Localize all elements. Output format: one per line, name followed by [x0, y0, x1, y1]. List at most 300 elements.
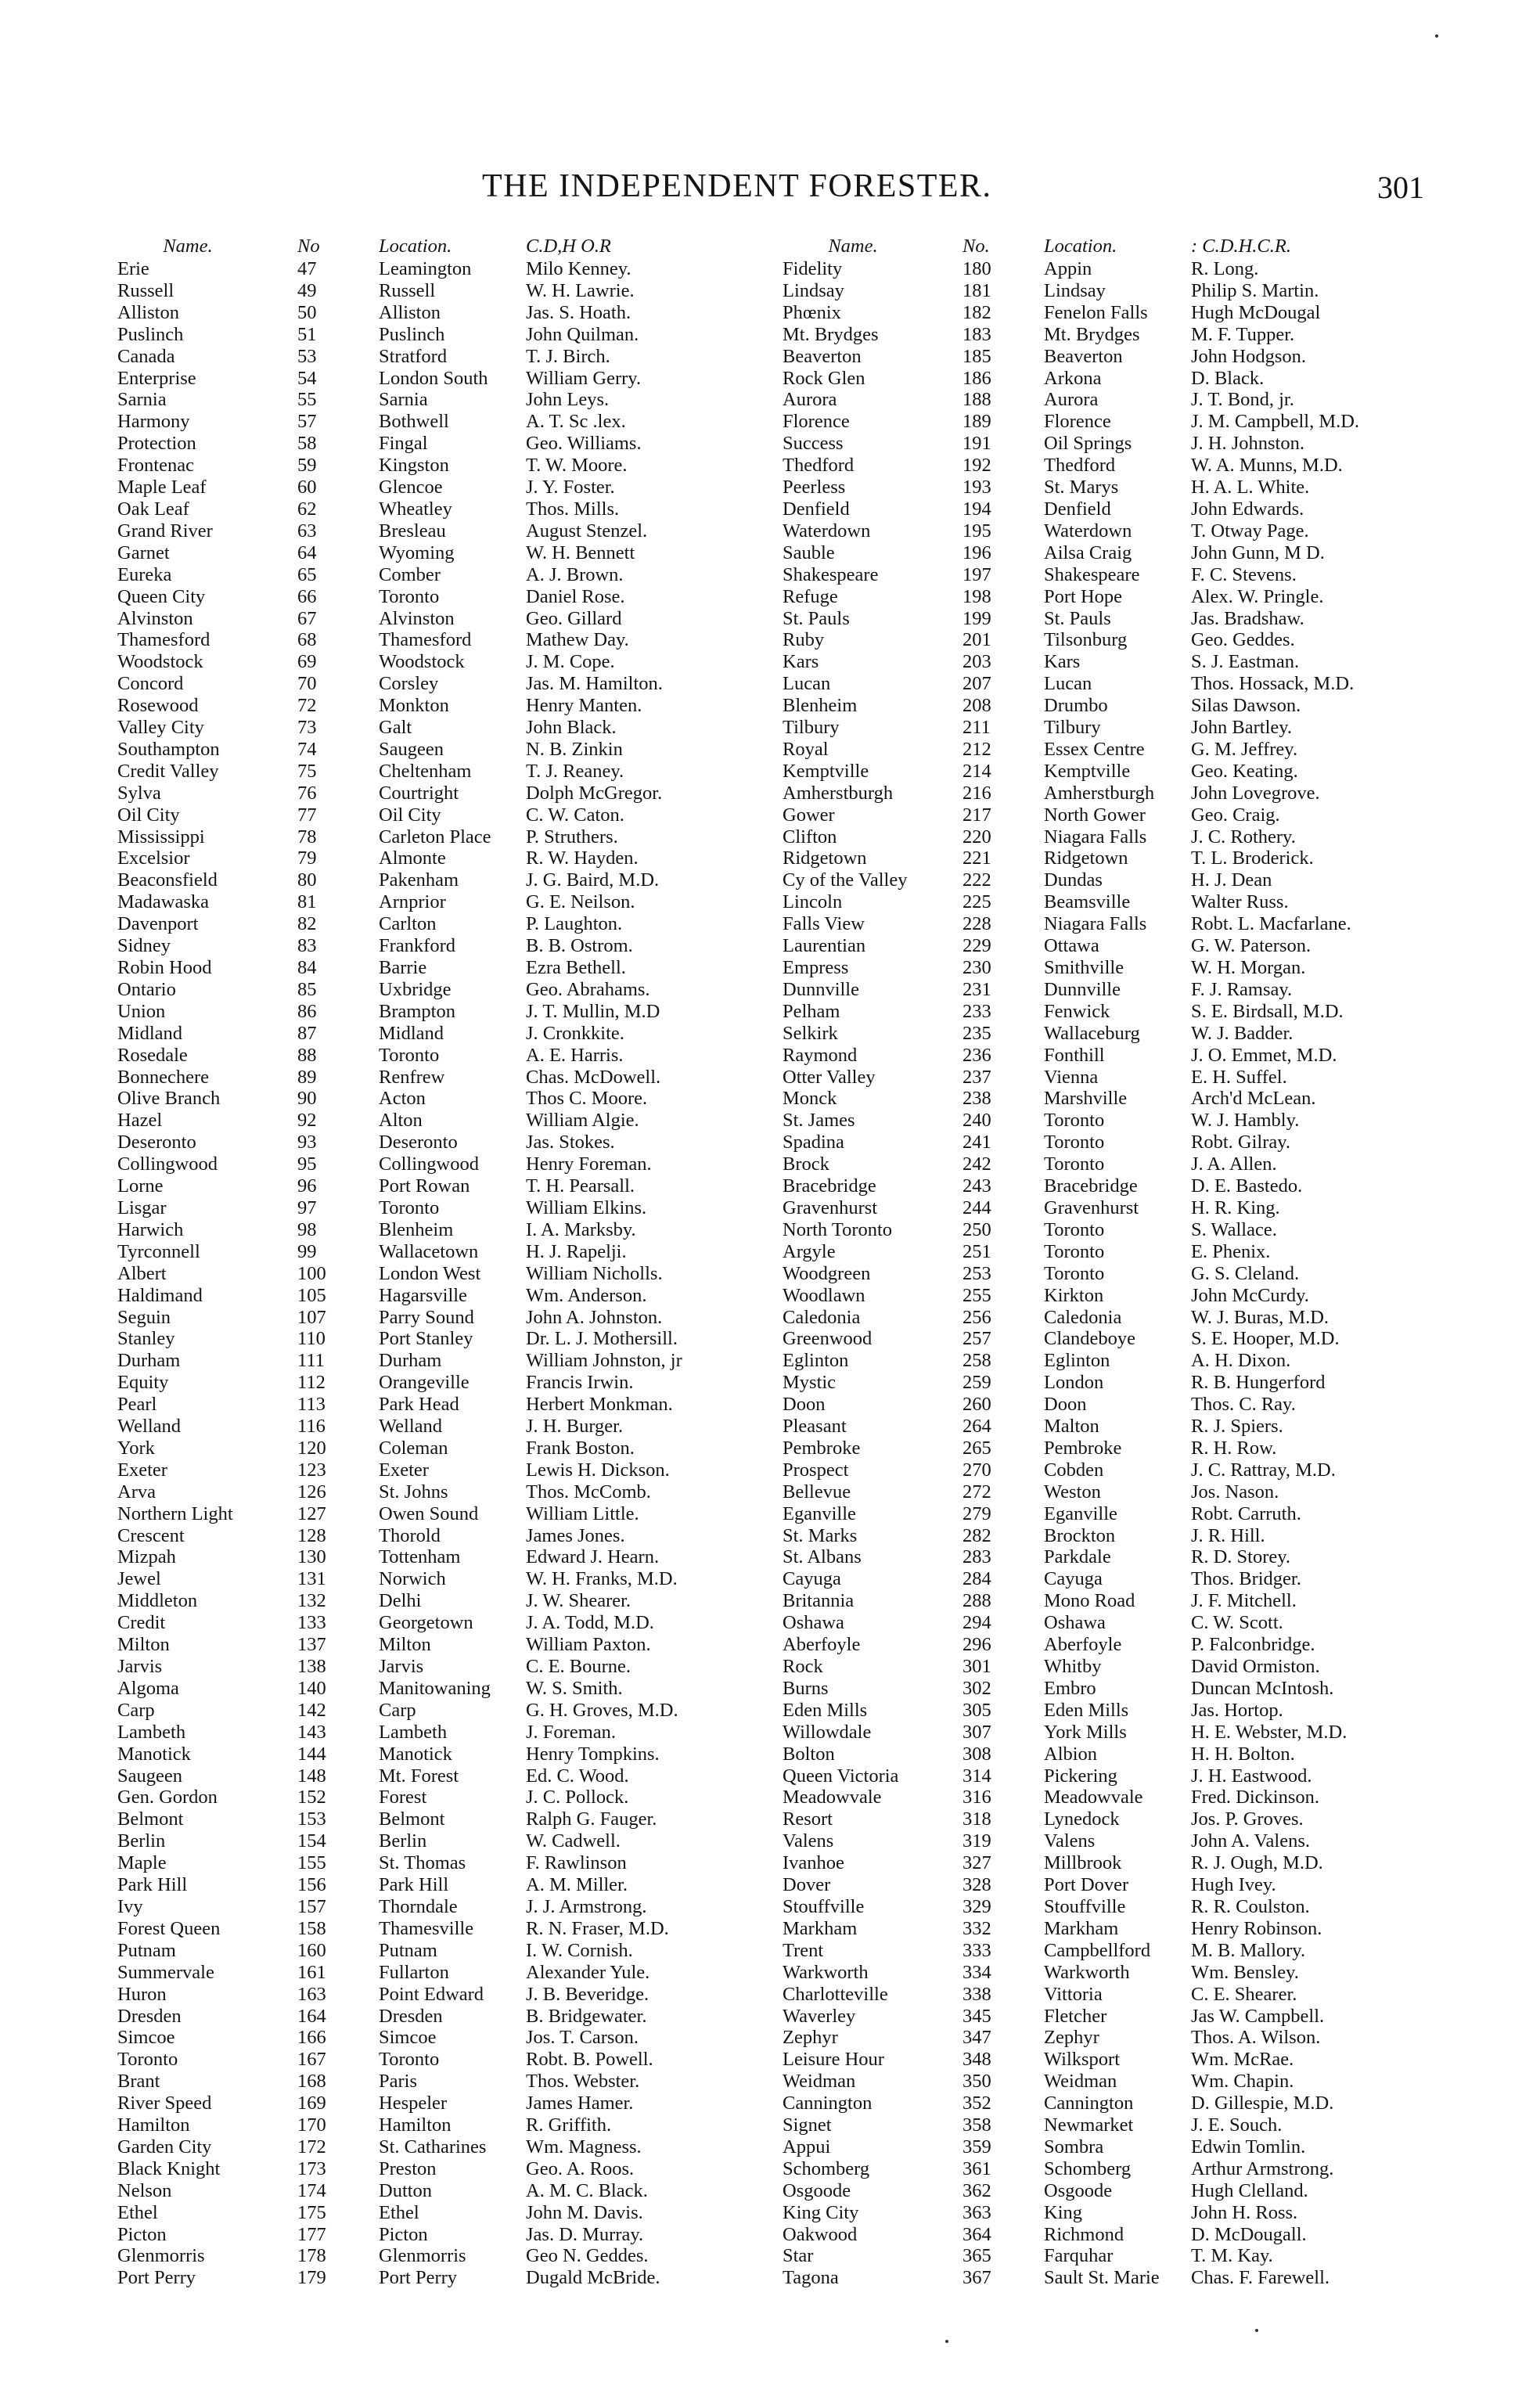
lodge-row: [117, 564, 822, 586]
lodge-officer: D. E. Bastedo.: [1191, 1175, 1303, 1197]
lodge-name: Southampton: [117, 738, 220, 760]
lodge-number: 238: [962, 1088, 991, 1110]
lodge-row: [783, 2027, 1487, 2049]
lodge-name: Lambeth: [117, 1721, 186, 1743]
lodge-officer: W. H. Lawrie.: [526, 279, 635, 301]
lodge-officer: W. A. Munns, M.D.: [1191, 455, 1343, 477]
lodge-location: Albion: [1044, 1743, 1098, 1765]
lodge-number: 174: [297, 2179, 326, 2201]
lodge-officer: R. Long.: [1191, 258, 1259, 279]
lodge-name: Clifton: [783, 826, 837, 848]
lodge-officer: Geo. A. Roos.: [526, 2157, 635, 2179]
lodge-officer: Jas. M. Hamilton.: [526, 673, 663, 695]
lodge-row: [783, 1328, 1487, 1350]
lodge-officer: Thos. C. Ray.: [1191, 1394, 1296, 1416]
lodge-name: Garnet: [117, 542, 170, 563]
lodge-number: 188: [962, 389, 991, 411]
lodge-officer: G. W. Paterson.: [1191, 935, 1312, 957]
lodge-row: [783, 2006, 1487, 2028]
lodge-location: Toronto: [1044, 1110, 1105, 1132]
lodge-number: 126: [297, 1481, 326, 1502]
lodge-number: 348: [962, 2049, 991, 2071]
lodge-name: Frontenac: [117, 455, 194, 477]
lodge-number: 265: [962, 1437, 991, 1459]
lodge-number: 236: [962, 1044, 991, 1066]
lodge-location: Vittoria: [1044, 1983, 1103, 2005]
lodge-name: Ontario: [117, 978, 176, 1000]
lodge-officer: Geo. Williams.: [526, 433, 642, 455]
lodge-row: [117, 739, 822, 761]
lodge-name: Aurora: [783, 389, 837, 411]
lodge-number: 203: [962, 651, 991, 673]
lodge-number: 191: [962, 433, 991, 455]
lodge-row: [783, 673, 1487, 695]
lodge-number: 229: [962, 935, 991, 957]
lodge-location: Niagara Falls: [1044, 913, 1147, 935]
lodge-number: 82: [297, 913, 317, 935]
lodge-row: [783, 1132, 1487, 1153]
lodge-name: Greenwood: [783, 1328, 873, 1350]
lodge-row: [783, 1744, 1487, 1765]
lodge-name: Hazel: [117, 1110, 163, 1132]
lodge-name: Blenheim: [783, 695, 858, 717]
lodge-location: Forest: [379, 1787, 427, 1808]
lodge-row: [117, 2027, 822, 2049]
lodge-row: [783, 979, 1487, 1001]
lodge-name: Prospect: [783, 1459, 849, 1481]
lodge-name: Crescent: [117, 1524, 185, 1546]
lodge-number: 77: [297, 804, 317, 826]
lodge-name: Park Hill: [117, 1874, 188, 1896]
lodge-name: Rosewood: [117, 695, 199, 717]
lodge-name: Beaconsfield: [117, 869, 218, 891]
lodge-row: [117, 2267, 822, 2289]
lodge-row: [783, 564, 1487, 586]
lodge-row: [117, 586, 822, 608]
lodge-location: Tilsonburg: [1044, 629, 1128, 651]
lodge-name: Dresden: [117, 2005, 182, 2027]
lodge-name: Equity: [117, 1372, 169, 1394]
lodge-row: [117, 1023, 822, 1045]
lodge-number: 131: [297, 1568, 326, 1590]
lodge-number: 96: [297, 1175, 317, 1197]
lodge-row: [117, 1656, 822, 1678]
lodge-name: Algoma: [117, 1677, 179, 1699]
lodge-location: Kemptville: [1044, 760, 1131, 782]
lodge-row: [783, 455, 1487, 477]
lodge-row: [783, 1787, 1487, 1808]
lodge-name: Woodstock: [117, 651, 203, 673]
lodge-number: 49: [297, 279, 317, 301]
lodge-location: Bothwell: [379, 411, 449, 433]
lodge-number: 168: [297, 2071, 326, 2093]
lodge-number: 137: [297, 1634, 326, 1656]
lodge-row: [117, 1765, 822, 1787]
directory-left-half: [117, 235, 822, 2289]
lodge-number: 314: [962, 1765, 991, 1787]
lodge-location: Wyoming: [379, 542, 455, 563]
lodge-name: Milton: [117, 1634, 170, 1656]
lodge-name: Sidney: [117, 935, 171, 957]
lodge-number: 127: [297, 1502, 326, 1524]
lodge-officer: John Black.: [526, 717, 617, 739]
lodge-row: [117, 389, 822, 411]
lodge-location: Glencoe: [379, 477, 443, 498]
lodge-row: [783, 891, 1487, 913]
lodge-number: 123: [297, 1459, 326, 1481]
lodge-row: [117, 1722, 822, 1744]
lodge-name: Nelson: [117, 2179, 172, 2201]
lodge-row: [783, 826, 1487, 848]
lodge-row: [117, 1197, 822, 1219]
lodge-row: [783, 1590, 1487, 1612]
lodge-name: Spadina: [783, 1132, 844, 1153]
lodge-name: Fidelity: [783, 258, 843, 279]
lodge-officer: Wm. McRae.: [1191, 2049, 1294, 2071]
column-header-row: [783, 235, 1487, 258]
lodge-number: 333: [962, 1939, 991, 1961]
lodge-row: [117, 1088, 822, 1110]
lodge-name: Excelsior: [117, 848, 190, 869]
lodge-name: Pelham: [783, 1000, 840, 1022]
lodge-row: [783, 1394, 1487, 1416]
lodge-row: [117, 1744, 822, 1765]
lodge-officer: Thos C. Moore.: [526, 1088, 648, 1110]
lodge-name: Valley City: [117, 717, 204, 739]
lodge-location: Dundas: [1044, 869, 1103, 891]
stray-mark: [1435, 34, 1438, 38]
lodge-number: 198: [962, 585, 991, 607]
lodge-number: 85: [297, 978, 317, 1000]
lodge-officer: S. E. Hooper, M.D.: [1191, 1328, 1340, 1350]
lodge-row: [117, 826, 822, 848]
lodge-name: Bonnechere: [117, 1066, 209, 1088]
lodge-officer: August Stenzel.: [526, 520, 648, 542]
lodge-row: [783, 2049, 1487, 2071]
lodge-name: Albert: [117, 1262, 167, 1284]
lodge-name: Saugeen: [117, 1765, 182, 1787]
lodge-officer: Edwin Tomlin.: [1191, 2136, 1306, 2157]
lodge-name: Toronto: [117, 2049, 178, 2071]
lodge-row: [117, 2114, 822, 2136]
lodge-name: Sylva: [117, 782, 161, 804]
lodge-name: Forest Queen: [117, 1917, 221, 1939]
lodge-name: Ethel: [117, 2201, 158, 2223]
lodge-officer: William Little.: [526, 1502, 639, 1524]
lodge-name: Signet: [783, 2114, 832, 2136]
lodge-rows-right: [783, 258, 1487, 2289]
lodge-name: Tagona: [783, 2267, 839, 2289]
lodge-row: [117, 1568, 822, 1590]
lodge-number: 120: [297, 1437, 326, 1459]
lodge-row: [783, 2180, 1487, 2202]
lodge-officer: John H. Ross.: [1191, 2201, 1298, 2223]
lodge-officer: J. J. Armstrong.: [526, 1895, 647, 1917]
lodge-number: 193: [962, 477, 991, 498]
lodge-location: Lynedock: [1044, 1808, 1120, 1830]
lodge-number: 69: [297, 651, 317, 673]
lodge-row: [117, 1830, 822, 1852]
lodge-location: Comber: [379, 563, 441, 585]
lodge-name: Weidman: [783, 2071, 856, 2093]
lodge-number: 282: [962, 1524, 991, 1546]
lodge-location: Marshville: [1044, 1088, 1128, 1110]
lodge-officer: Jas. Stokes.: [526, 1132, 615, 1153]
lodge-name: Simcoe: [117, 2027, 175, 2049]
lodge-officer: John A. Johnston.: [526, 1306, 663, 1328]
lodge-location: Belmont: [379, 1808, 445, 1830]
lodge-number: 140: [297, 1677, 326, 1699]
lodge-number: 72: [297, 695, 317, 717]
lodge-number: 225: [962, 891, 991, 913]
lodge-location: North Gower: [1044, 804, 1146, 826]
lodge-row: [117, 1612, 822, 1634]
lodge-row: [783, 869, 1487, 891]
lodge-number: 258: [962, 1350, 991, 1372]
lodge-number: 161: [297, 1961, 326, 1983]
lodge-name: Gen. Gordon: [117, 1787, 218, 1808]
lodge-row: [117, 1700, 822, 1722]
lodge-row: [117, 848, 822, 869]
column-header-number: No: [297, 236, 320, 257]
lodge-row: [783, 586, 1487, 608]
lodge-location: Bresleau: [379, 520, 446, 542]
lodge-officer: Geo. Abrahams.: [526, 978, 650, 1000]
lodge-location: Stratford: [379, 345, 448, 367]
lodge-number: 111: [297, 1350, 325, 1372]
lodge-number: 99: [297, 1240, 317, 1262]
lodge-number: 172: [297, 2136, 326, 2157]
lodge-row: [783, 2093, 1487, 2114]
lodge-row: [117, 1459, 822, 1481]
lodge-location: Cayuga: [1044, 1568, 1103, 1590]
lodge-officer: Lewis H. Dickson.: [526, 1459, 670, 1481]
lodge-number: 55: [297, 389, 317, 411]
lodge-row: [117, 1110, 822, 1132]
lodge-row: [783, 1896, 1487, 1918]
lodge-officer: Alexander Yule.: [526, 1961, 650, 1983]
lodge-location: Smithville: [1044, 957, 1124, 978]
lodge-number: 241: [962, 1132, 991, 1153]
lodge-location: Exeter: [379, 1459, 429, 1481]
lodge-row: [783, 913, 1487, 935]
lodge-name: Waverley: [783, 2005, 856, 2027]
lodge-name: Enterprise: [117, 367, 196, 389]
lodge-officer: Fred. Dickinson.: [1191, 1787, 1319, 1808]
lodge-row: [117, 2049, 822, 2071]
lodge-number: 182: [962, 301, 991, 323]
lodge-name: Gower: [783, 804, 835, 826]
lodge-name: Mystic: [783, 1372, 837, 1394]
lodge-location: Norwich: [379, 1568, 446, 1590]
lodge-officer: W. H. Franks, M.D.: [526, 1568, 678, 1590]
lodge-row: [117, 608, 822, 630]
lodge-row: [783, 1416, 1487, 1438]
lodge-name: Harwich: [117, 1218, 184, 1240]
lodge-officer: D. Black.: [1191, 367, 1265, 389]
lodge-officer: Jos. P. Groves.: [1191, 1808, 1304, 1830]
lodge-officer: Francis Irwin.: [526, 1372, 634, 1394]
lodge-name: Warkworth: [783, 1961, 869, 1983]
lodge-location: London West: [379, 1262, 481, 1284]
lodge-row: [783, 848, 1487, 869]
lodge-row: [783, 520, 1487, 542]
lodge-officer: Chas. McDowell.: [526, 1066, 661, 1088]
lodge-officer: R. N. Fraser, M.D.: [526, 1917, 669, 1939]
lodge-officer: E. H. Suffel.: [1191, 1066, 1287, 1088]
lodge-location: Russell: [379, 279, 436, 301]
lodge-row: [117, 2071, 822, 2093]
lodge-officer: B. B. Ostrom.: [526, 935, 633, 957]
lodge-location: Eglinton: [1044, 1350, 1110, 1372]
lodge-number: 54: [297, 367, 317, 389]
lodge-officer: Thos. Mills.: [526, 498, 620, 520]
lodge-name: Eglinton: [783, 1350, 849, 1372]
lodge-location: Alton: [379, 1110, 423, 1132]
lodge-number: 110: [297, 1328, 326, 1350]
lodge-row: [783, 1940, 1487, 1962]
lodge-number: 237: [962, 1066, 991, 1088]
lodge-name: Manotick: [117, 1743, 191, 1765]
lodge-name: St. Marks: [783, 1524, 858, 1546]
lodge-location: Hespeler: [379, 2093, 448, 2114]
lodge-location: Cobden: [1044, 1459, 1104, 1481]
lodge-name: Olive Branch: [117, 1088, 221, 1110]
lodge-row: [783, 1001, 1487, 1023]
lodge-officer: I. A. Marksby.: [526, 1218, 636, 1240]
lodge-location: Port Rowan: [379, 1175, 470, 1197]
lodge-name: Midland: [117, 1022, 183, 1044]
lodge-name: River Speed: [117, 2093, 212, 2114]
page-header: [0, 167, 1540, 214]
lodge-row: [117, 804, 822, 826]
lodge-location: Dresden: [379, 2005, 443, 2027]
lodge-number: 216: [962, 782, 991, 804]
lodge-location: Essex Centre: [1044, 738, 1145, 760]
lodge-location: Owen Sound: [379, 1502, 479, 1524]
lodge-number: 153: [297, 1808, 326, 1830]
lodge-location: Oil City: [379, 804, 441, 826]
lodge-name: Exeter: [117, 1459, 167, 1481]
lodge-officer: T. L. Broderick.: [1191, 848, 1314, 869]
lodge-row: [783, 1285, 1487, 1307]
lodge-number: 329: [962, 1895, 991, 1917]
lodge-name: Woodlawn: [783, 1284, 865, 1306]
lodge-number: 201: [962, 629, 991, 651]
lodge-row: [783, 1153, 1487, 1175]
lodge-officer: Hugh Ivey.: [1191, 1874, 1276, 1896]
lodge-row: [117, 891, 822, 913]
lodge-number: 170: [297, 2114, 326, 2136]
lodge-officer: J. Cronkkite.: [526, 1022, 624, 1044]
lodge-name: Monck: [783, 1088, 837, 1110]
lodge-row: [117, 1634, 822, 1656]
lodge-officer: A. J. Brown.: [526, 563, 624, 585]
lodge-name: Star: [783, 2245, 814, 2267]
lodge-location: Beamsville: [1044, 891, 1131, 913]
lodge-row: [117, 2202, 822, 2224]
lodge-officer: Arthur Armstrong.: [1191, 2157, 1334, 2179]
lodge-number: 253: [962, 1262, 991, 1284]
lodge-name: Raymond: [783, 1044, 858, 1066]
lodge-name: Valens: [783, 1830, 834, 1852]
lodge-row: [117, 1416, 822, 1438]
lodge-location: Hamilton: [379, 2114, 452, 2136]
lodge-location: Waterdown: [1044, 520, 1132, 542]
lodge-row: [117, 979, 822, 1001]
lodge-number: 338: [962, 1983, 991, 2005]
lodge-number: 105: [297, 1284, 326, 1306]
lodge-officer: Robt. Gilray.: [1191, 1132, 1291, 1153]
stray-mark: [945, 2340, 948, 2343]
lodge-officer: D. McDougall.: [1191, 2223, 1307, 2245]
lodge-row: [783, 1700, 1487, 1722]
lodge-row: [783, 2202, 1487, 2224]
lodge-number: 90: [297, 1088, 317, 1110]
lodge-number: 345: [962, 2005, 991, 2027]
lodge-officer: Henry Robinson.: [1191, 1917, 1322, 1939]
lodge-row: [783, 1045, 1487, 1067]
lodge-officer: Geo. Keating.: [1191, 760, 1298, 782]
lodge-number: 302: [962, 1677, 991, 1699]
lodge-row: [117, 346, 822, 368]
lodge-name: Schomberg: [783, 2157, 870, 2179]
lodge-officer: Jas W. Campbell.: [1191, 2005, 1325, 2027]
lodge-number: 83: [297, 935, 317, 957]
lodge-location: Deseronto: [379, 1132, 458, 1153]
lodge-name: Glenmorris: [117, 2245, 205, 2267]
lodge-number: 132: [297, 1590, 326, 1612]
lodge-location: Jarvis: [379, 1656, 424, 1677]
lodge-number: 63: [297, 520, 317, 542]
lodge-row: [117, 1918, 822, 1940]
lodge-location: Clandeboye: [1044, 1328, 1136, 1350]
lodge-row: [117, 520, 822, 542]
lodge-location: Doon: [1044, 1394, 1087, 1416]
lodge-officer: Henry Manten.: [526, 695, 642, 717]
lodge-location: Oshawa: [1044, 1612, 1106, 1634]
lodge-officer: William Nicholls.: [526, 1262, 663, 1284]
lodge-location: Weidman: [1044, 2071, 1117, 2093]
lodge-officer: J. B. Beveridge.: [526, 1983, 649, 2005]
lodge-officer: C. E. Bourne.: [526, 1656, 631, 1677]
lodge-officer: S. J. Eastman.: [1191, 651, 1300, 673]
column-header-number: No.: [962, 236, 990, 257]
lodge-location: Toronto: [1044, 1262, 1105, 1284]
lodge-number: 58: [297, 433, 317, 455]
lodge-number: 116: [297, 1416, 326, 1438]
lodge-officer: Philip S. Martin.: [1191, 279, 1319, 301]
lodge-number: 158: [297, 1917, 326, 1939]
lodge-number: 100: [297, 1262, 326, 1284]
lodge-row: [783, 2245, 1487, 2267]
lodge-location: Blenheim: [379, 1218, 454, 1240]
lodge-number: 128: [297, 1524, 326, 1546]
lodge-number: 59: [297, 455, 317, 477]
lodge-location: Acton: [379, 1088, 426, 1110]
lodge-name: Tilbury: [783, 717, 840, 739]
lodge-location: Brockton: [1044, 1524, 1116, 1546]
lodge-number: 365: [962, 2245, 991, 2267]
lodge-officer: Mathew Day.: [526, 629, 629, 651]
lodge-row: [783, 280, 1487, 302]
lodge-row: [117, 913, 822, 935]
lodge-table-right: [783, 235, 1487, 2289]
lodge-row: [117, 1394, 822, 1416]
lodge-number: 316: [962, 1787, 991, 1808]
lodge-name: Jarvis: [117, 1656, 163, 1677]
lodge-location: Glenmorris: [379, 2245, 466, 2267]
